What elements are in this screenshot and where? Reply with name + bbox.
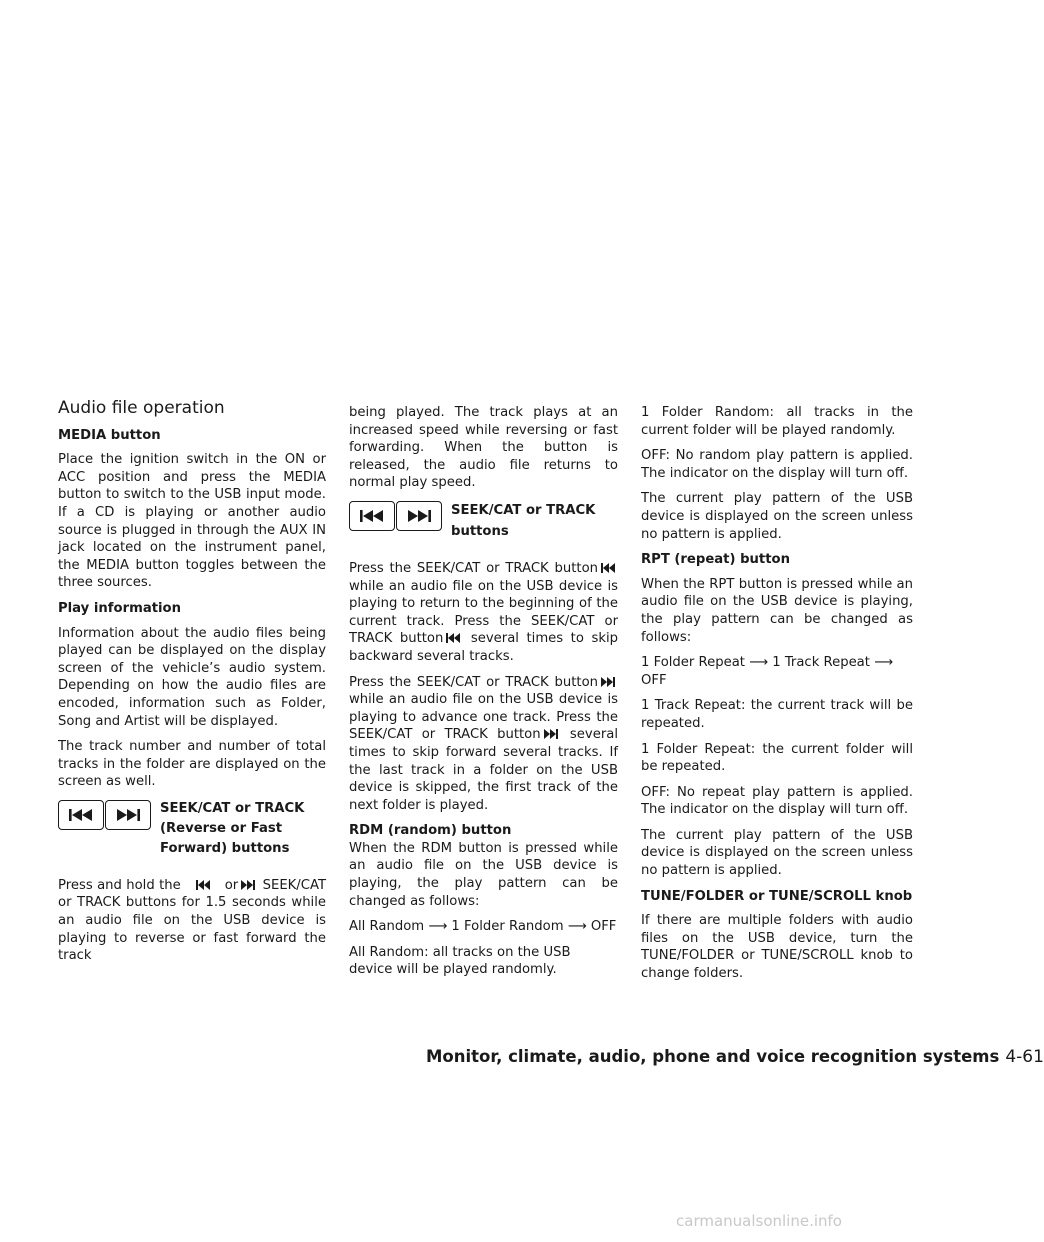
media-heading: MEDIA button <box>58 427 161 443</box>
track-number-paragraph: The track number and number of total tracks in the folder are displayed on the screen as well. <box>58 739 326 790</box>
figure-label-line-1: SEEK/CAT or TRACK <box>160 800 305 816</box>
figure-label-line-3: Forward) buttons <box>160 840 290 856</box>
folder-random-paragraph: 1 Folder Random: all tracks in the current folder will be played randomly. <box>641 405 913 438</box>
continuation-paragraph: being played. The track plays at an increased speed while reversing or fast forwarding. When the button is released, the audio file returns to normal play speed. <box>349 405 618 491</box>
rpt-paragraph: When the RPT button is pressed while an audio file on the USB device is playing, the play pattern can be changed as follows: <box>641 576 913 645</box>
page-footer <box>426 1047 1044 1067</box>
rpt-sequence: 1 Folder Repeat ⟶ 1 Track Repeat ⟶ OFF <box>641 655 894 688</box>
rdm-paragraph: When the RDM button is pressed while an audio file on the USB device is playing, the play pattern can be changed as follows: <box>349 840 618 909</box>
skip-forward-icon <box>407 510 431 522</box>
skip-back-icon <box>446 633 460 643</box>
tune-heading: TUNE/FOLDER or TUNE/SCROLL knob <box>641 888 913 904</box>
press-hold-paragraph <box>58 877 326 965</box>
folder-repeat-paragraph: 1 Folder Repeat: the current folder will be repeated. <box>641 741 913 775</box>
play-info-heading: Play information <box>58 600 181 616</box>
media-paragraph: Place the ignition switch in the ON or ACC position and press the MEDIA button to switch to the USB input mode. If a CD is playing or another audio source is plugged in through the AUX IN jack located on the instrument panel, the MEDIA button toggles between the three sources. <box>58 452 326 591</box>
off-repeat-paragraph: OFF: No repeat play pattern is applied. The indicator on the display will turn off. <box>641 784 913 818</box>
rdm-all-random: All Random: all tracks on the USB device will be played randomly. <box>349 944 571 978</box>
seek-track-buttons-figure-2 <box>349 500 618 552</box>
play-info-paragraph: Information about the audio files being played can be displayed on the display screen of the vehicle’s audio system. Depending on how the audio files are encoded, information such as Folder, Song and Artist will be displayed. <box>58 625 326 729</box>
figure-label-line-2: (Reverse or Fast <box>160 820 282 836</box>
chapter-title: Monitor, climate, audio, phone and voice recognition systems <box>426 1047 1000 1066</box>
skip-forward-icon <box>241 880 255 890</box>
forward-button-graphic <box>105 800 151 830</box>
column-1 <box>58 400 326 973</box>
section-title: Audio file operation <box>58 398 225 418</box>
column-2 <box>349 404 618 987</box>
skip-forward-icon <box>601 677 615 687</box>
column-3 <box>641 404 913 991</box>
skip-back-icon <box>360 510 384 522</box>
skip-forward-text-a: Press the SEEK/CAT or TRACK button <box>349 674 598 690</box>
figure-label-line-2: buttons <box>451 523 509 539</box>
current-pattern-paragraph-2: The current play pattern of the USB device is displayed on the screen unless no pattern is applied. <box>641 827 913 879</box>
skip-forward-icon <box>116 809 140 821</box>
reverse-button-graphic <box>349 501 395 531</box>
forward-button-graphic <box>396 501 442 531</box>
press-hold-continuation: SEEK/CAT or TRACK buttons for 1.5 seconds while an audio file on the USB device is playing to reverse or fast forward the track <box>58 877 326 964</box>
skip-back-text-b: while an audio file on the USB device is playing to return to the beginning of the current track. Press the SEEK/CAT or TRACK button <box>349 578 618 647</box>
watermark: carmanualsonline.info <box>676 1212 842 1230</box>
skip-forward-text-b: while an audio file on the USB device is playing to advance one track. Press the SEEK/CAT or TRACK button <box>349 692 618 743</box>
skip-back-text-c: several times to skip backward several tracks. <box>349 631 618 664</box>
press-hold-text: Press and hold the <box>58 877 181 893</box>
rdm-sequence: All Random ⟶ 1 Folder Random ⟶ OFF <box>349 919 617 935</box>
rpt-heading: RPT (repeat) button <box>641 552 790 568</box>
rdm-heading: RDM (random) button <box>349 823 512 839</box>
skip-forward-paragraph <box>349 674 618 815</box>
or-text: or <box>224 877 239 893</box>
page-number: 4-61 <box>1005 1047 1044 1067</box>
track-repeat-paragraph: 1 Track Repeat: the current track will be repeated. <box>641 698 913 731</box>
skip-forward-text-c: several times to skip forward several tracks. If the last track in a folder on the USB device is skipped, the first track of the next folder is played. <box>349 727 618 813</box>
tune-paragraph: If there are multiple folders with audio files on the USB device, turn the TUNE/FOLDER or TUNE/SCROLL knob to change folders. <box>641 913 913 982</box>
skip-back-text-a: Press the SEEK/CAT or TRACK button <box>349 560 598 576</box>
figure-label-line-1: SEEK/CAT or TRACK <box>451 502 596 518</box>
skip-back-paragraph <box>349 560 618 666</box>
current-pattern-paragraph-1: The current play pattern of the USB device is displayed on the screen unless no pattern is applied. <box>641 491 913 542</box>
seek-track-buttons-figure <box>58 799 326 869</box>
skip-back-icon <box>196 880 210 890</box>
skip-back-icon <box>69 809 93 821</box>
skip-back-icon <box>601 563 615 573</box>
skip-forward-icon <box>544 729 558 739</box>
off-random-paragraph: OFF: No random play pattern is applied. The indicator on the display will turn off. <box>641 448 913 481</box>
reverse-button-graphic <box>58 800 104 830</box>
